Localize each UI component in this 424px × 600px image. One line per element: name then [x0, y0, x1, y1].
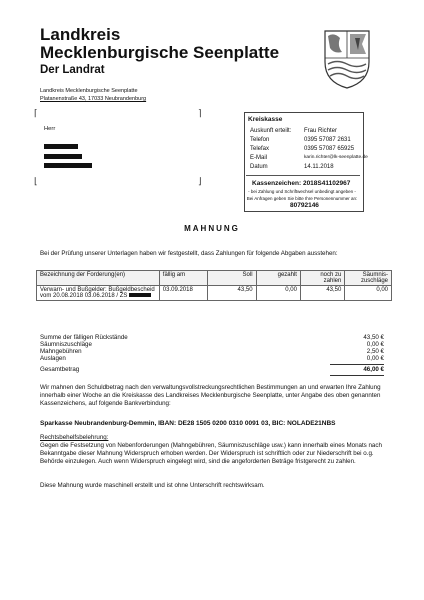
window-mark-tl: ⌈ [34, 108, 38, 118]
cell-description: Verwarn- und Bußgelder: Bußgeldbescheid vom 20.08.2018 03.06.2018 / ZS [37, 286, 160, 301]
cell-soll: 43,50 [208, 286, 256, 301]
email-value: karin.richter@lk-seenplatte.de [304, 155, 368, 160]
legal-remedy-text: Gegen die Festsetzung von Nebenforderungen (Mahngebühren, Säumniszuschläge usw.) kann innerhalb eines Monats nach Bekanntgabe dieser Mahnung Widerspruch erhoben werden. Der Widerspruch ist schriftlich oder zur Niederschrift bei o.g. Behörde einzulegen. Auch wenn Widerspruch eingelegt wird, sind die angeforderten Beträge fristgerecht zu zahlen. [40, 442, 382, 465]
phone-label: Telefon [250, 137, 270, 143]
date-value: 14.11.2018 [304, 164, 334, 170]
kassenzeichen-value: 2018S41102967 [302, 180, 351, 187]
phone-value: 0395 57087 2631 [304, 137, 351, 143]
cell-paid: 0,00 [256, 286, 300, 301]
recipient-salutation: Herr [44, 126, 56, 132]
summary-rule [330, 364, 384, 365]
table-header-row [37, 271, 392, 286]
sender-address: Platanenstraße 43, 17033 Neubrandenburg [40, 96, 147, 102]
footer-note: Diese Mahnung wurde maschinell erstellt und ist ohne Unterschrift rechtswirksam. [40, 482, 265, 489]
col-header-soll: Soll [208, 271, 256, 286]
personennummer-hint: Bei Anfragen geben Sie bitte Ihre Personennummer an: [246, 196, 358, 201]
fax-label: Telefax [250, 146, 270, 152]
payment-request-text: Wir mahnen den Schuldbetrag nach den verwaltungsvollstreckungsrechtlichen Bestimmungen an und erwarten Ihre Zahlung innerhalb einer Woche an die Kreiskasse des Landkreises Mecklenburgische Seenplatte, unter Angabe des oben genannten Kassenzeichens, auf folgende Bankverbindung: [40, 384, 381, 407]
date-label: Datum [250, 164, 268, 170]
recipient-country: POLEN [44, 164, 64, 170]
legal-remedy-title: Rechtsbehelfsbelehrung: [40, 434, 109, 441]
contact-label: Auskunft erteilt: [250, 128, 292, 134]
col-header-due: fällig am [159, 271, 208, 286]
authority-subtitle: Der Landrat [40, 64, 105, 76]
window-mark-bl: ⌊ [34, 176, 38, 186]
window-mark-tr: ⌉ [198, 108, 202, 118]
cell-due: 03.09.2018 [159, 286, 208, 301]
kreiskasse-title: Kreiskasse [248, 116, 283, 123]
summary-label: Summe der fälligen Rückstände [40, 334, 128, 341]
total-label: Gesamtbetrag [40, 366, 80, 373]
col-header-description: Bezeichnung der Forderung(en) [37, 271, 160, 286]
coat-of-arms-logo [322, 28, 372, 90]
fees-value: 2,50 € [366, 348, 384, 355]
authority-name-line2: Mecklenburgische Seenplatte [40, 43, 280, 62]
window-mark-br: ⌋ [198, 176, 202, 186]
col-header-open: noch zu zahlen [300, 271, 344, 286]
personennummer-value: 80792146 [290, 202, 319, 209]
surcharge-label: Säumniszuschläge [40, 341, 92, 348]
col-header-paid: gezahlt [256, 271, 300, 286]
expenses-value: 0,00 € [366, 355, 384, 362]
kassenzeichen-label: Kassenzeichen: 2018S41102967 [252, 180, 351, 187]
sender-name: Landkreis Mecklenburgische Seenplatte [40, 88, 138, 94]
document-title: MAHNUNG [184, 224, 240, 233]
kreiskasse-divider [246, 175, 360, 176]
intro-text: Bei der Prüfung unserer Unterlagen haben wir festgestellt, dass Zahlungen für folgende Abgaben ausstehen: [40, 250, 338, 257]
total-rule [330, 375, 384, 376]
email-label: E-Mail [250, 155, 268, 161]
kassenzeichen-hint: - bei Zahlung und Schriftwechsel unbedingt angeben - [248, 189, 356, 194]
description-redacted [129, 293, 151, 297]
authority-name-line1: Landkreis [40, 25, 121, 44]
col-header-fee: Säumnis-zuschläge [345, 271, 392, 286]
total-value: 46,00 € [363, 366, 384, 373]
contact-value: Frau Richter [304, 128, 338, 134]
surcharge-value: 0,00 € [366, 341, 384, 348]
expenses-label: Auslagen [40, 355, 66, 362]
claims-table [36, 270, 392, 301]
fees-label: Mahngebühren [40, 348, 82, 355]
cell-fee: 0,00 [345, 286, 392, 301]
summary-value: 43,50 € [363, 334, 384, 341]
cell-open: 43,50 [300, 286, 344, 301]
table-row [37, 286, 392, 301]
bank-details: Sparkasse Neubrandenburg-Demmin, IBAN: DE28 1505 0200 0310 0091 03, BIC: NOLADE21NBS [40, 420, 336, 427]
fax-value: 0395 57087 65925 [304, 146, 355, 152]
